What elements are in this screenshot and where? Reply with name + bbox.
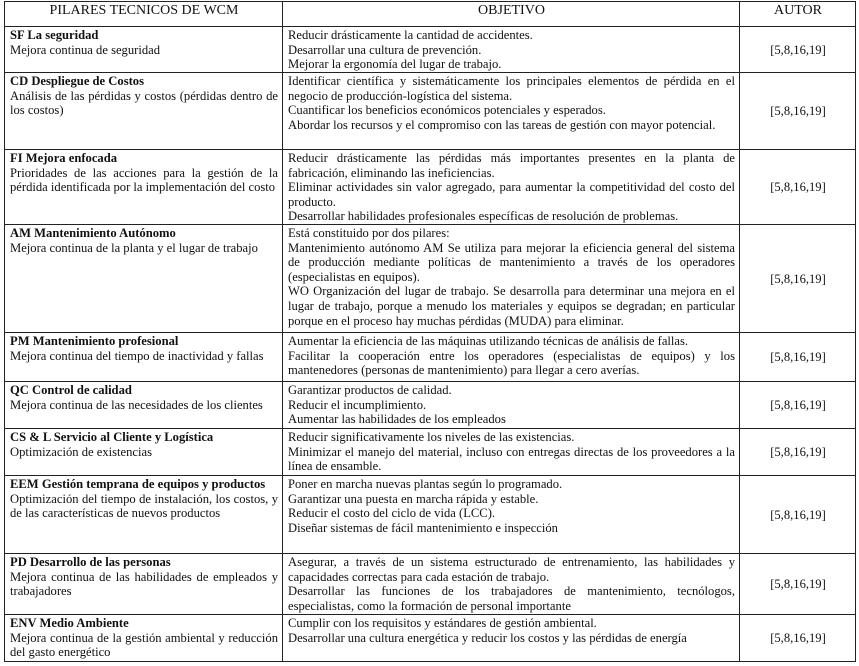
objective-item: WO Organización del lugar de trabajo. Se desarrolla para determinar una mejora en el lugar de trabajo, porque a menudo los materiales y equipos se degradan; en particular porque en el proceso hay muchas pérdidas (MUDA) para eliminar. [288,284,735,328]
objective-cell [283,225,740,333]
table-row [5,554,856,615]
objective-cell [283,429,740,476]
objective-cell [283,27,740,73]
pillar-description: Mejora continua del tiempo de inactividad y fallas [10,348,264,363]
objective-item: Minimizar el manejo del material, incluso con entregas directas de los proveedores a la línea de ensamble. [288,444,735,474]
pillar-cell [5,27,283,73]
table-row [5,429,856,476]
pillar-description: Mejora continua de las necesidades de los clientes [10,397,263,412]
author-cell: [5,8,16,19] [740,615,856,662]
pillar-cell [5,333,283,382]
objective-item: Mantenimiento autónomo AM Se utiliza para mejorar la eficiencia general del sistema de producción mediante políticas de mantenimiento a través de los operadores (especialistas en equipos). [288,240,735,284]
table-row [5,333,856,382]
objective-item: Aumentar la eficiencia de las máquinas utilizando técnicas de análisis de fallas. [288,334,689,348]
pillar-cell [5,225,283,333]
objective-item: Poner en marcha nuevas plantas según lo programado. [288,477,563,491]
objective-item: Facilitar la cooperación entre los operadores (especialistas de equipos) y los mantenedores (personas de mantenimiento) para llegar a cero averías. [288,348,735,378]
table-row [5,382,856,429]
pillar-description: Análisis de las pérdidas y costos (pérdidas dentro de los costos) [10,88,278,118]
header-pillars: PILARES TECNICOS DE WCM [5,2,283,27]
objective-item: Identificar científica y sistemáticamente los principales elementos de pérdida en el negocio de producción-logística del sistema. [288,74,735,103]
pillar-cell [5,615,283,662]
objective-cell [283,382,740,429]
table-row [5,476,856,554]
author-cell: [5,8,16,19] [740,476,856,554]
objective-cell [283,150,740,225]
wcm-pillars-table [4,1,856,662]
header-author: AUTOR [740,2,856,27]
objective-item: Cuantificar los beneficios económicos potenciales y esperados. [288,103,606,118]
objective-item: Aumentar las habilidades de los empleados [288,412,506,427]
objective-cell [283,333,740,382]
pillar-description: Mejora continua de las habilidades de empleados y trabajadores [10,569,278,599]
pillar-description: Mejora continua de seguridad [10,42,161,57]
pillar-title: QC Control de calidad [10,383,132,397]
pillar-title: CS & L Servicio al Cliente y Logística [10,430,214,444]
author-cell: [5,8,16,19] [740,554,856,615]
pillar-title: AM Mantenimiento Autónomo [10,226,176,240]
pillar-cell [5,554,283,615]
objective-item: Desarrollar habilidades profesionales específicas de resolución de problemas. [288,209,679,224]
objective-cell [283,73,740,150]
pillar-title: EEM Gestión temprana de equipos y productos [10,477,266,491]
header-row [5,2,856,27]
objective-item: Cumplir con los requisitos y estándares de gestión ambiental. [288,616,597,630]
pillar-description: Prioridades de las acciones para la gestión de la pérdida identificada por la implementación del costo [10,165,278,195]
table-row [5,73,856,150]
objective-item: Reducir drásticamente la cantidad de accidentes. [288,28,533,42]
pillar-description: Mejora continua de la planta y el lugar de trabajo [10,240,258,255]
objective-item: Reducir drásticamente las pérdidas más importantes presentes en la planta de fabricación, eliminando las ineficiencias. [288,151,735,180]
table-row [5,615,856,662]
objective-cell [283,615,740,662]
objective-item: Reducir el costo del ciclo de vida (LCC). [288,506,496,521]
header-objective: OBJETIVO [283,2,740,27]
objective-item: Diseñar sistemas de fácil mantenimiento e inspección [288,520,558,535]
objective-item: Está constituido por dos pilares: [288,226,450,240]
author-cell: [5,8,16,19] [740,27,856,73]
objective-item: Reducir el incumplimiento. [288,397,427,412]
pillar-title: ENV Medio Ambiente [10,616,129,630]
author-cell: [5,8,16,19] [740,73,856,150]
objective-item: Eliminar actividades sin valor agregado, para aumentar la competitividad del costo del producto. [288,180,735,209]
table-row [5,225,856,333]
author-cell: [5,8,16,19] [740,225,856,333]
author-cell: [5,8,16,19] [740,150,856,225]
objective-item: Garantizar una puesta en marcha rápida y estable. [288,491,539,506]
table-body [5,27,856,662]
objective-item: Abordar los recursos y el compromiso con las tareas de gestión con mayor potencial. [288,117,716,132]
author-cell: [5,8,16,19] [740,333,856,382]
objective-item: Asegurar, a través de un sistema estructurado de entrenamiento, las habilidades y capacidades correctas para cada estación de trabajo. [288,555,735,584]
objective-item: Mejorar la ergonomía del lugar de trabajo. [288,57,502,72]
objective-cell [283,476,740,554]
pillar-cell [5,73,283,150]
pillar-description: Optimización de existencias [10,444,152,459]
pillar-title: FI Mejora enfocada [10,151,118,165]
objective-item: Desarrollar una cultura energética y reducir los costos y las pérdidas de energía [288,630,687,645]
pillar-cell [5,429,283,476]
pillar-cell [5,150,283,225]
objective-item: Desarrollar las funciones de los trabajadores de mantenimiento, tecnólogos, especialistas, como la formación de personal importante [288,584,735,613]
author-cell: [5,8,16,19] [740,382,856,429]
table-row [5,27,856,73]
table-row [5,150,856,225]
pillar-title: CD Despliegue de Costos [10,74,144,88]
pillar-description: Mejora continua de la gestión ambiental y reducción del gasto energético [10,630,278,660]
objective-cell [283,554,740,615]
pillar-title: PM Mantenimiento profesional [10,334,179,348]
objective-item: Desarrollar una cultura de prevención. [288,42,482,57]
pillar-title: SF La seguridad [10,28,99,42]
objective-item: Reducir significativamente los niveles de las existencias. [288,430,575,444]
pillar-title: PD Desarrollo de las personas [10,555,171,569]
author-cell: [5,8,16,19] [740,429,856,476]
pillar-description: Optimización del tiempo de instalación, los costos, y de las características de nuevos productos [10,491,278,521]
pillar-cell [5,476,283,554]
pillar-cell [5,382,283,429]
objective-item: Garantizar productos de calidad. [288,383,452,397]
